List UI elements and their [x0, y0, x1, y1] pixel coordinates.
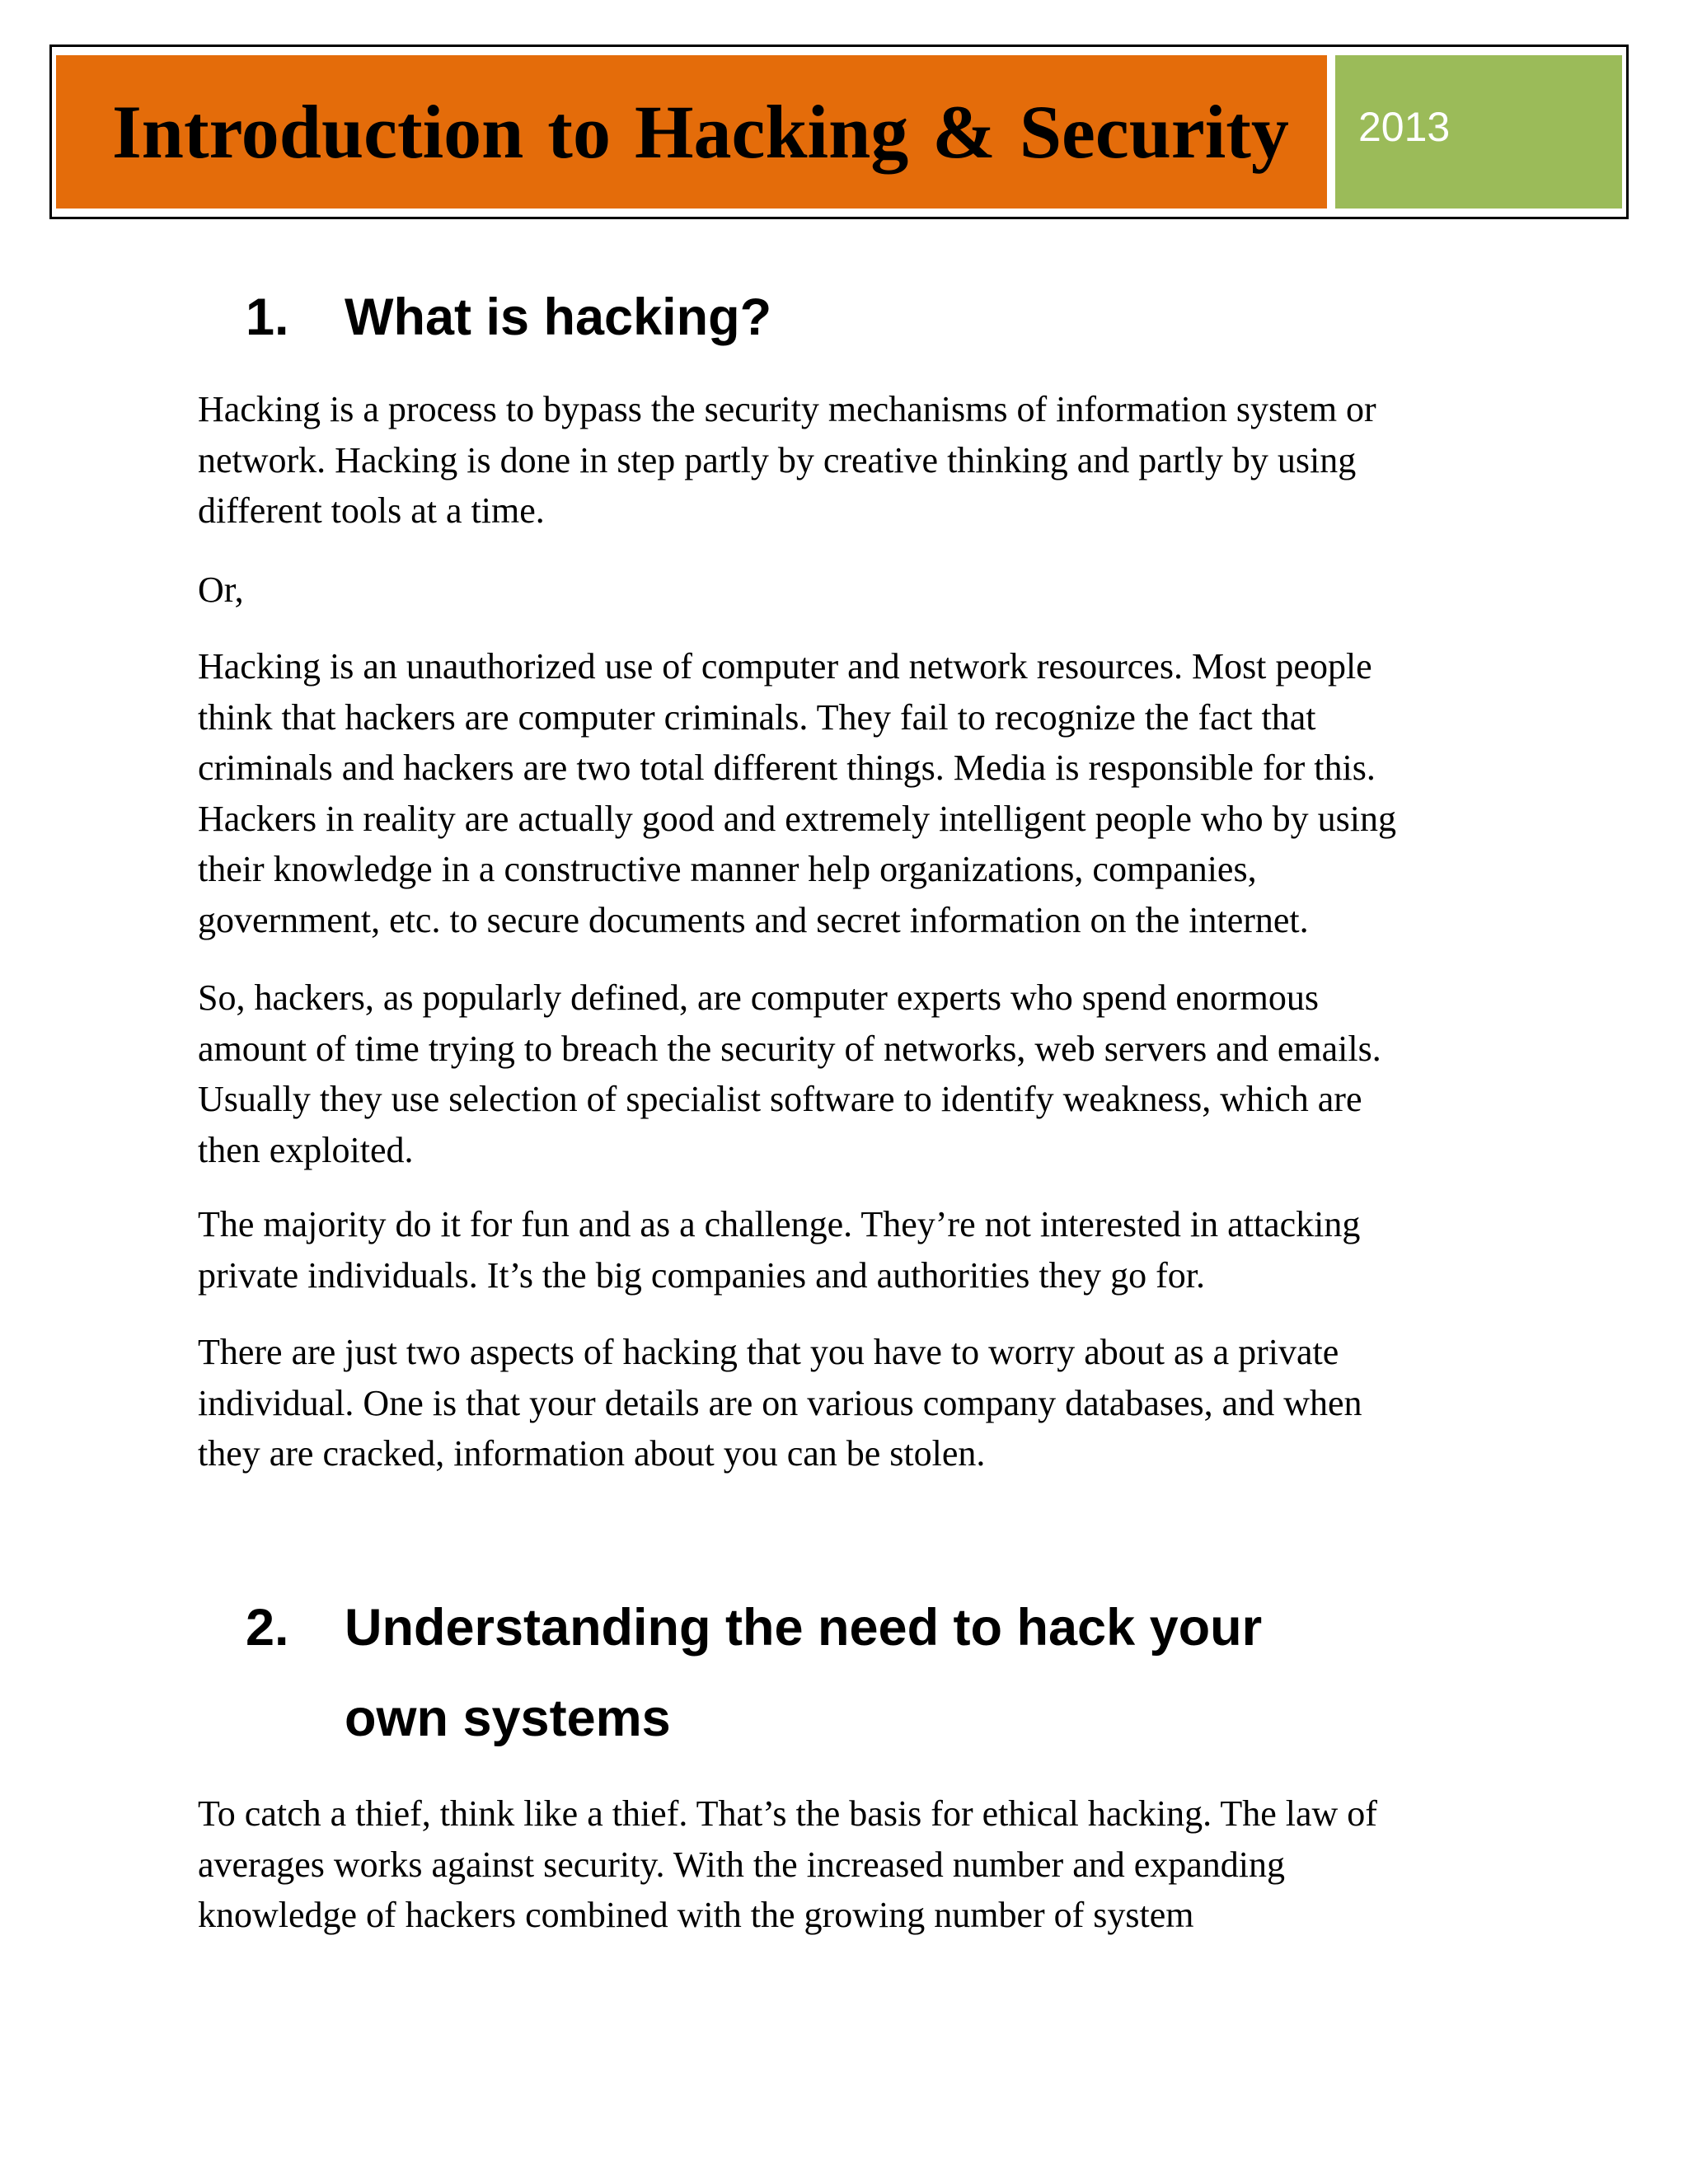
paragraph-line: There are just two aspects of hacking that you have to worry about as a private	[198, 1332, 1339, 1372]
paragraph-line: amount of time trying to breach the security of networks, web servers and emails.	[198, 1028, 1381, 1069]
paragraph-line: they are cracked, information about you can be stolen.	[198, 1433, 986, 1474]
paragraph-line: So, hackers, as popularly defined, are computer experts who spend enormous	[198, 977, 1319, 1018]
paragraph-line: knowledge of hackers combined with the growing number of system	[198, 1895, 1194, 1935]
section-1-number: 1.	[246, 288, 289, 346]
paragraph-line: Hacking is an unauthorized use of computer and network resources. Most people	[198, 646, 1372, 687]
section-2-title-line: Understanding the need to hack your	[345, 1599, 1263, 1657]
paragraph-line: individual. One is that your details are on various company databases, and when	[198, 1382, 1362, 1423]
paragraph	[198, 972, 1484, 1175]
document-title: Introduction to Hacking & Security	[112, 90, 1289, 174]
paragraph-line: The majority do it for fun and as a challenge. They’re not interested in attacking	[198, 1204, 1361, 1244]
paragraph-line: Hacking is a process to bypass the security mechanisms of information system or	[198, 389, 1376, 429]
paragraph	[198, 1788, 1484, 1941]
paragraph	[198, 1199, 1484, 1301]
paragraph-line: Or,	[198, 569, 244, 610]
header-title-cell	[56, 55, 1327, 209]
paragraph-line: private individuals. It’s the big companies and authorities they go for.	[198, 1254, 1205, 1296]
paragraph-line: averages works against security. With the increased number and expanding	[198, 1844, 1286, 1885]
paragraph-line: government, etc. to secure documents and secret information on the internet.	[198, 899, 1309, 940]
paragraph-line: criminals and hackers are two total different things. Media is responsible for this.	[198, 748, 1376, 788]
section-1-title: What is hacking?	[345, 288, 772, 346]
document-year: 2013	[1358, 104, 1451, 150]
paragraph-line: Hackers in reality are actually good and extremely intelligent people who by using	[198, 798, 1396, 839]
paragraph-line: think that hackers are computer criminals. They fail to recognize the fact that	[198, 696, 1316, 738]
paragraph-line: To catch a thief, think like a thief. That’s the basis for ethical hacking. The law of	[198, 1793, 1377, 1834]
header-year-cell	[1335, 55, 1622, 209]
paragraph	[198, 384, 1484, 537]
paragraph-line: Usually they use selection of specialist software to identify weakness, which are	[198, 1079, 1362, 1119]
section-2-title-line: own systems	[345, 1690, 671, 1747]
paragraph	[198, 565, 1484, 616]
paragraph	[198, 641, 1484, 945]
paragraph-line: then exploited.	[198, 1129, 414, 1170]
paragraph	[198, 1327, 1484, 1479]
section-2-number: 2.	[246, 1599, 289, 1657]
paragraph-line: network. Hacking is done in step partly by creative thinking and partly by using	[198, 439, 1357, 480]
paragraph-line: different tools at a time.	[198, 490, 545, 531]
paragraph-line: their knowledge in a constructive manner help organizations, companies,	[198, 849, 1257, 889]
